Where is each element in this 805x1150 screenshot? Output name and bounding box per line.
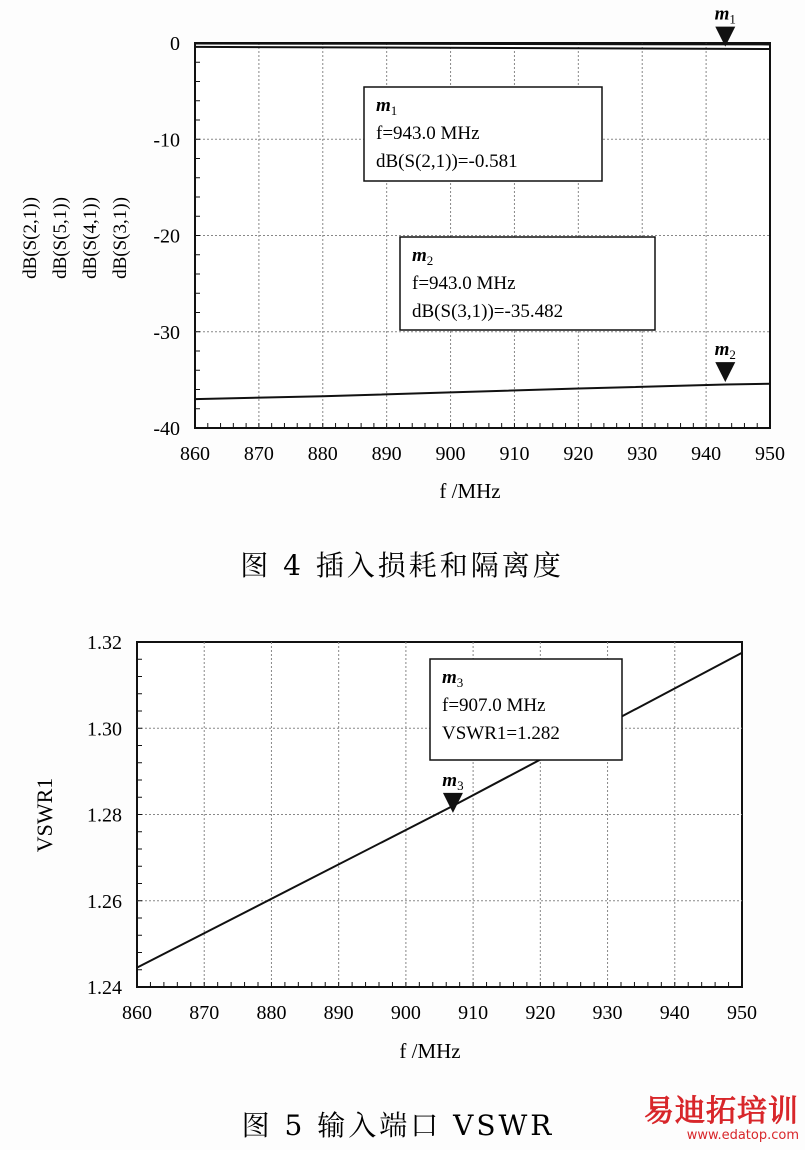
series-line	[195, 43, 770, 44]
marker-readout-line: f=907.0 MHz	[442, 695, 546, 716]
x-axis-label: f /MHz	[439, 479, 501, 503]
watermark-url: www.edatop.com	[686, 1128, 799, 1143]
y-tick-label: -30	[153, 321, 180, 344]
x-tick-label: 880	[256, 1002, 287, 1024]
x-tick-label: 890	[323, 1002, 354, 1024]
x-tick-label: 870	[189, 1002, 220, 1024]
x-tick-label: 860	[122, 1002, 152, 1024]
y-tick-label: 1.30	[87, 718, 122, 741]
figure-caption: 图 4 插入损耗和隔离度	[240, 549, 564, 582]
x-tick-label: 920	[525, 1002, 556, 1024]
marker-label: $m_1$	[714, 3, 736, 27]
watermark-logo	[644, 1094, 799, 1143]
y-tick-label: 1.24	[87, 977, 122, 999]
x-tick-label: 950	[755, 443, 785, 465]
y-axis-label: VSWR1	[32, 777, 57, 853]
marker-readout-line: $m_1$	[376, 95, 398, 118]
x-tick-label: 930	[627, 443, 658, 465]
x-tick-label: 940	[659, 1002, 690, 1024]
marker-readout-line: f=943.0 MHz	[376, 123, 480, 144]
y-tick-label: 1.28	[87, 804, 122, 827]
y-axis-label-line: dB(S(3,1))	[110, 197, 131, 279]
y-tick-label: 0	[170, 33, 180, 55]
x-tick-label: 890	[371, 443, 402, 465]
x-tick-label: 880	[307, 443, 338, 465]
y-tick-label: -40	[153, 418, 180, 440]
y-tick-label: 1.32	[87, 632, 122, 654]
y-tick-label: -20	[153, 225, 180, 248]
marker-readout-line: dB(S(3,1))=-35.482	[412, 301, 564, 322]
x-tick-label: 940	[691, 443, 722, 465]
watermark-brand: 易迪拓培训	[644, 1094, 799, 1129]
marker-readout-line: dB(S(2,1))=-0.581	[376, 151, 518, 172]
x-tick-label: 870	[243, 443, 274, 465]
figure-caption: 图 5 输入端口 VSWR	[241, 1109, 555, 1142]
chart-vswr	[32, 632, 757, 1142]
x-tick-label: 900	[390, 1002, 421, 1024]
x-tick-label: 950	[727, 1002, 757, 1024]
marker-readout-line: VSWR1=1.282	[442, 723, 560, 744]
x-tick-label: 900	[435, 443, 466, 465]
x-tick-label: 860	[180, 443, 210, 465]
marker-readout-line: $m_3$	[442, 667, 464, 690]
y-tick-label: 1.26	[87, 890, 122, 913]
y-tick-label: -10	[153, 129, 180, 152]
marker-label: $m_2$	[714, 339, 736, 363]
y-axis-label-line: dB(S(4,1))	[80, 197, 101, 279]
x-tick-label: 920	[563, 443, 594, 465]
chart-insertion-loss	[20, 4, 785, 582]
marker-readout-line: $m_2$	[412, 245, 434, 268]
y-axis-label-line: dB(S(2,1))	[20, 197, 41, 279]
marker-label: $m_3$	[442, 769, 464, 793]
x-tick-label: 930	[592, 1002, 623, 1024]
x-axis-label: f /MHz	[399, 1039, 461, 1063]
y-axis-label-line: dB(S(5,1))	[50, 197, 71, 279]
x-tick-label: 910	[499, 443, 530, 465]
marker-readout-line: f=943.0 MHz	[412, 273, 516, 294]
y-axis-labels	[20, 197, 131, 279]
x-tick-label: 910	[458, 1002, 489, 1024]
